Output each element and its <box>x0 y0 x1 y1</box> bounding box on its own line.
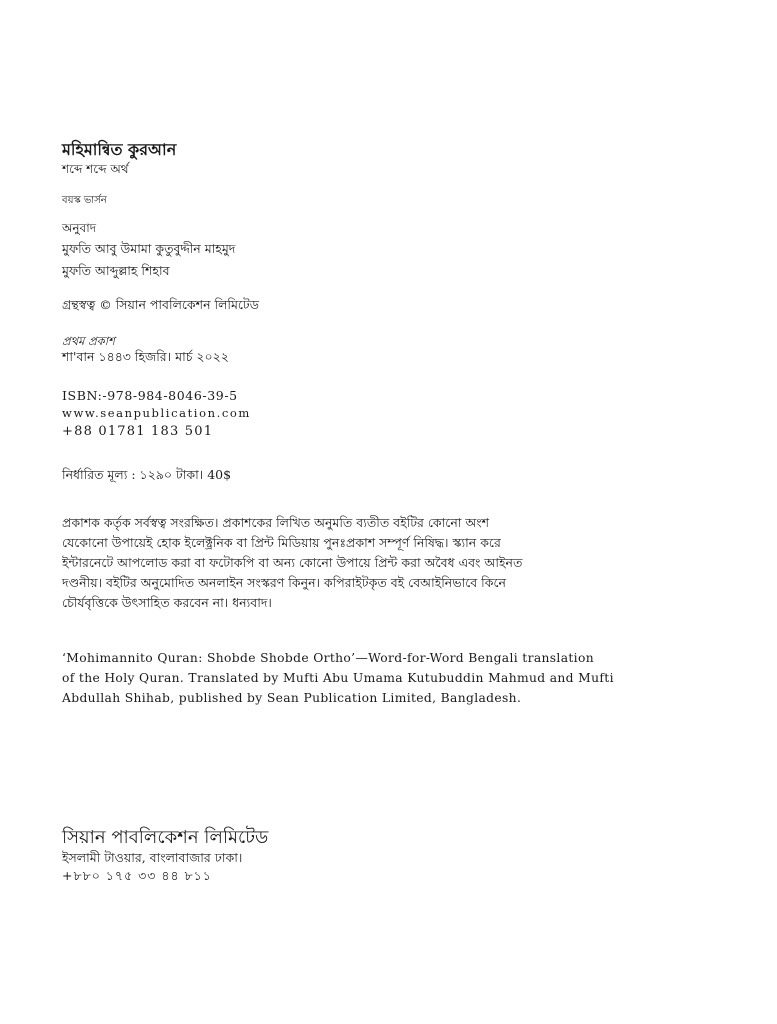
publisher-name: সিয়ান পাবলিকেশন লিমিটেড <box>62 827 269 848</box>
rights-notice-line: প্রকাশক কর্তৃক সর্বস্বত্ব সংরক্ষিত। প্রকাশকের লিখিত অনুমতি ব্যতীত বইটির কোনো অংশ <box>62 515 489 530</box>
english-note <box>62 648 614 708</box>
rights-notice-line: ইন্টারনেটে আপলোড করা বা ফটোকপি বা অন্য কোনো উপায়ে প্রিন্ট করা অবৈধ এবং আইনত <box>62 555 523 570</box>
book-subtitle: শব্দে শব্দে অর্থ <box>62 162 129 176</box>
copyright-line: গ্রন্থস্বত্ব © সিয়ান পাবলিকেশন লিমিটেড <box>62 297 259 312</box>
first-publication-date: শা'বান ১৪৪৩ হিজরি। মার্চ ২০২২ <box>62 349 229 364</box>
first-publication-label: প্রথম প্রকাশ <box>62 334 115 348</box>
rights-notice <box>62 513 672 613</box>
rights-notice-line: দণ্ডনীয়। বইটির অনুমোদিত অনলাইন সংস্করণ কিনুন। কপিরাইটকৃত বই বেআইনিভাবে কিনে <box>62 575 506 590</box>
rights-notice-line: চৌর্যবৃত্তিকে উৎসাহিত করবেন না। ধন্যবাদ। <box>62 595 272 610</box>
rights-notice-line: যেকোনো উপায়েই হোক ইলেক্ট্রনিক বা প্রিন্ট মিডিয়ায় পুনঃপ্রকাশ সম্পূর্ণ নিষিদ্ধ। স্ক্যান করে <box>62 535 501 550</box>
website: www.seanpublication.com <box>62 406 251 420</box>
isbn: ISBN:-978-984-8046-39-5 <box>62 388 238 403</box>
english-note-line: ‘Mohimannito Quran: Shobde Shobde Ortho’—Word-for-Word Bengali translation <box>62 651 594 665</box>
publisher-phone: +৮৮০ ১৭৫ ৩৩ ৪৪ ৮১১ <box>62 868 212 883</box>
book-title: মহিমান্বিত কুরআন <box>62 140 177 159</box>
translation-label: অনুবাদ <box>62 221 97 235</box>
contact-phone: +88 01781 183 501 <box>62 424 214 439</box>
english-note-line: Abdullah Shihab, published by Sean Publication Limited, Bangladesh. <box>62 691 522 705</box>
translator-2: মুফতি আব্দুল্লাহ শিহাব <box>62 263 170 278</box>
publisher-address: ইসলামী টাওয়ার, বাংলাবাজার ঢাকা। <box>62 850 243 865</box>
price: নির্ধারিত মূল্য : ১২৯০ টাকা। 40$ <box>62 467 232 482</box>
english-note-line: of the Holy Quran. Translated by Mufti Abu Umama Kutubuddin Mahmud and Mufti <box>62 671 614 685</box>
book-version: বয়স্ক ভার্সন <box>62 195 107 206</box>
translator-1: মুফতি আবু উমামা কুতুবুদ্দীন মাহমুদ <box>62 241 236 256</box>
